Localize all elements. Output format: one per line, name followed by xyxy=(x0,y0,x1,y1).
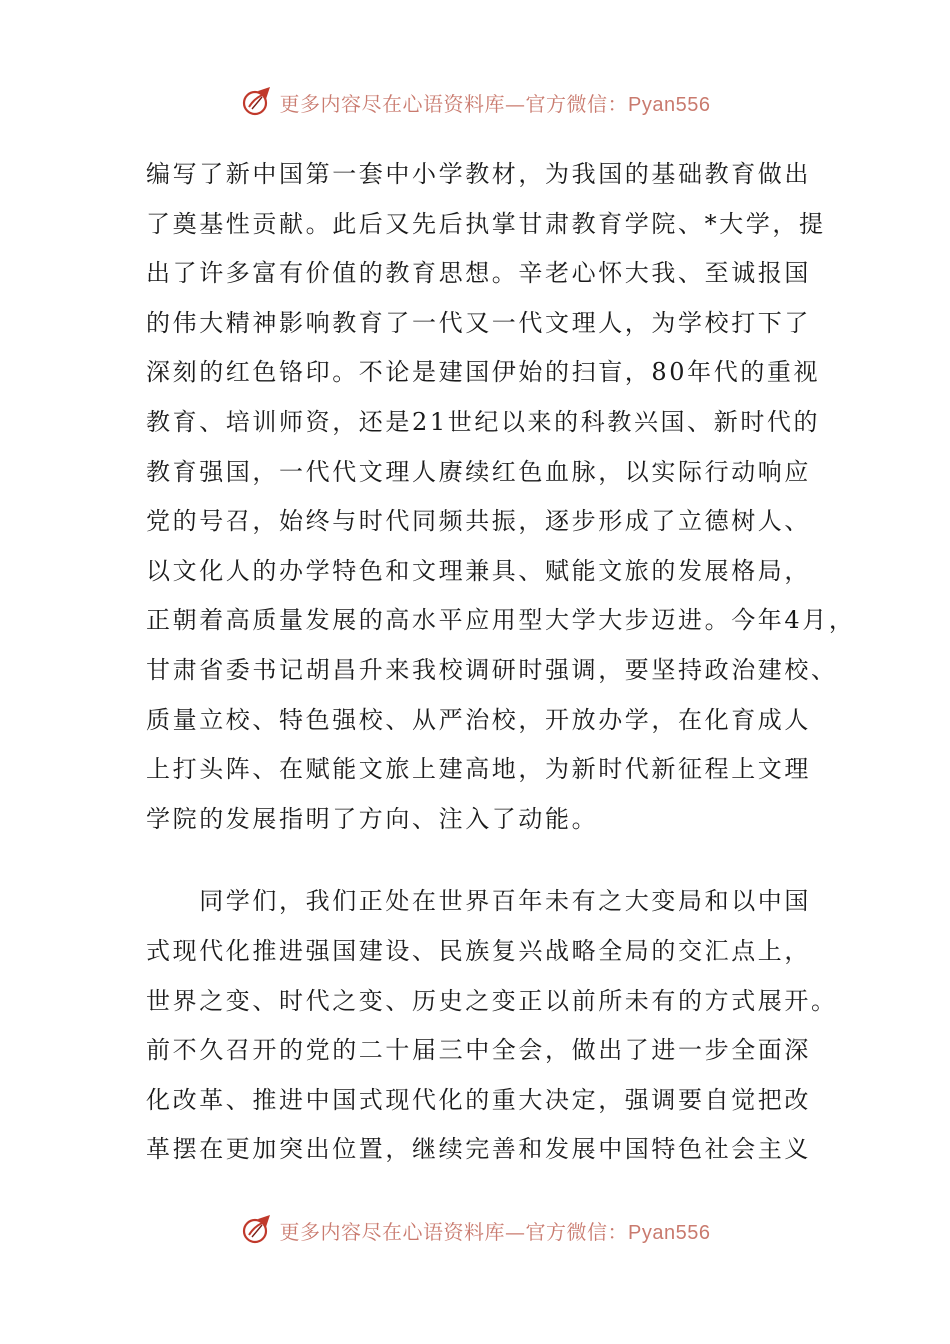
text-line: 的伟大精神影响教育了一代又一代文理人，为学校打下了 xyxy=(146,308,811,337)
text-line: 化改革、推进中国式现代化的重大决定，强调要自觉把改 xyxy=(146,1085,811,1114)
text-line: 世界之变、时代之变、历史之变正以前所未有的方式展开。 xyxy=(146,986,838,1015)
text-line: 上打头阵、在赋能文旅上建高地，为新时代新征程上文理 xyxy=(146,755,811,784)
text-line: 党的号召，始终与时代同频共振，逐步形成了立德树人、 xyxy=(146,507,811,536)
text-line: 同学们，我们正处在世界百年未有之大变局和以中国 xyxy=(146,887,811,916)
watermark-footer xyxy=(0,1210,950,1250)
paragraph xyxy=(146,150,856,844)
text-line: 革摆在更加突出位置，继续完善和发展中国特色社会主义 xyxy=(146,1135,811,1164)
pen-logo-icon xyxy=(240,1213,274,1247)
paragraph xyxy=(146,877,836,1175)
text-line: 正朝着高质量发展的高水平应用型大学大步迈进。今年4月， xyxy=(146,606,856,635)
text-line: 学院的发展指明了方向、注入了动能。 xyxy=(146,804,599,833)
text-line: 了奠基性贡献。此后又先后执掌甘肃教育学院、*大学，提 xyxy=(146,209,826,238)
text-line: 质量立校、特色强校、从严治校，开放办学，在化育成人 xyxy=(146,705,811,734)
watermark-text: 更多内容尽在心语资料库—官方微信：Pyan556 xyxy=(279,1219,711,1244)
text-line: 编写了新中国第一套中小学教材，为我国的基础教育做出 xyxy=(146,160,811,188)
pen-logo-icon xyxy=(240,85,274,119)
watermark-text: 更多内容尽在心语资料库—官方微信：Pyan556 xyxy=(279,91,711,116)
text-line: 教育、培训师资，还是21世纪以来的科教兴国、新时代的 xyxy=(146,407,821,436)
text-line: 深刻的红色铬印。不论是建国伊始的扫盲，80年代的重视 xyxy=(146,358,821,387)
document-body xyxy=(146,150,856,1175)
text-line: 甘肃省委书记胡昌升来我校调研时强调，要坚持政治建校、 xyxy=(146,655,838,684)
text-line: 教育强国，一代代文理人赓续红色血脉，以实际行动响应 xyxy=(146,457,811,486)
text-line: 式现代化推进强国建设、民族复兴战略全局的交汇点上， xyxy=(146,936,811,965)
text-line: 出了许多富有价值的教育思想。辛老心怀大我、至诚报国 xyxy=(146,259,811,288)
text-line: 以文化人的办学特色和文理兼具、赋能文旅的发展格局， xyxy=(146,556,811,585)
watermark-header xyxy=(0,82,950,122)
text-line: 前不久召开的党的二十届三中全会，做出了进一步全面深 xyxy=(146,1036,811,1065)
